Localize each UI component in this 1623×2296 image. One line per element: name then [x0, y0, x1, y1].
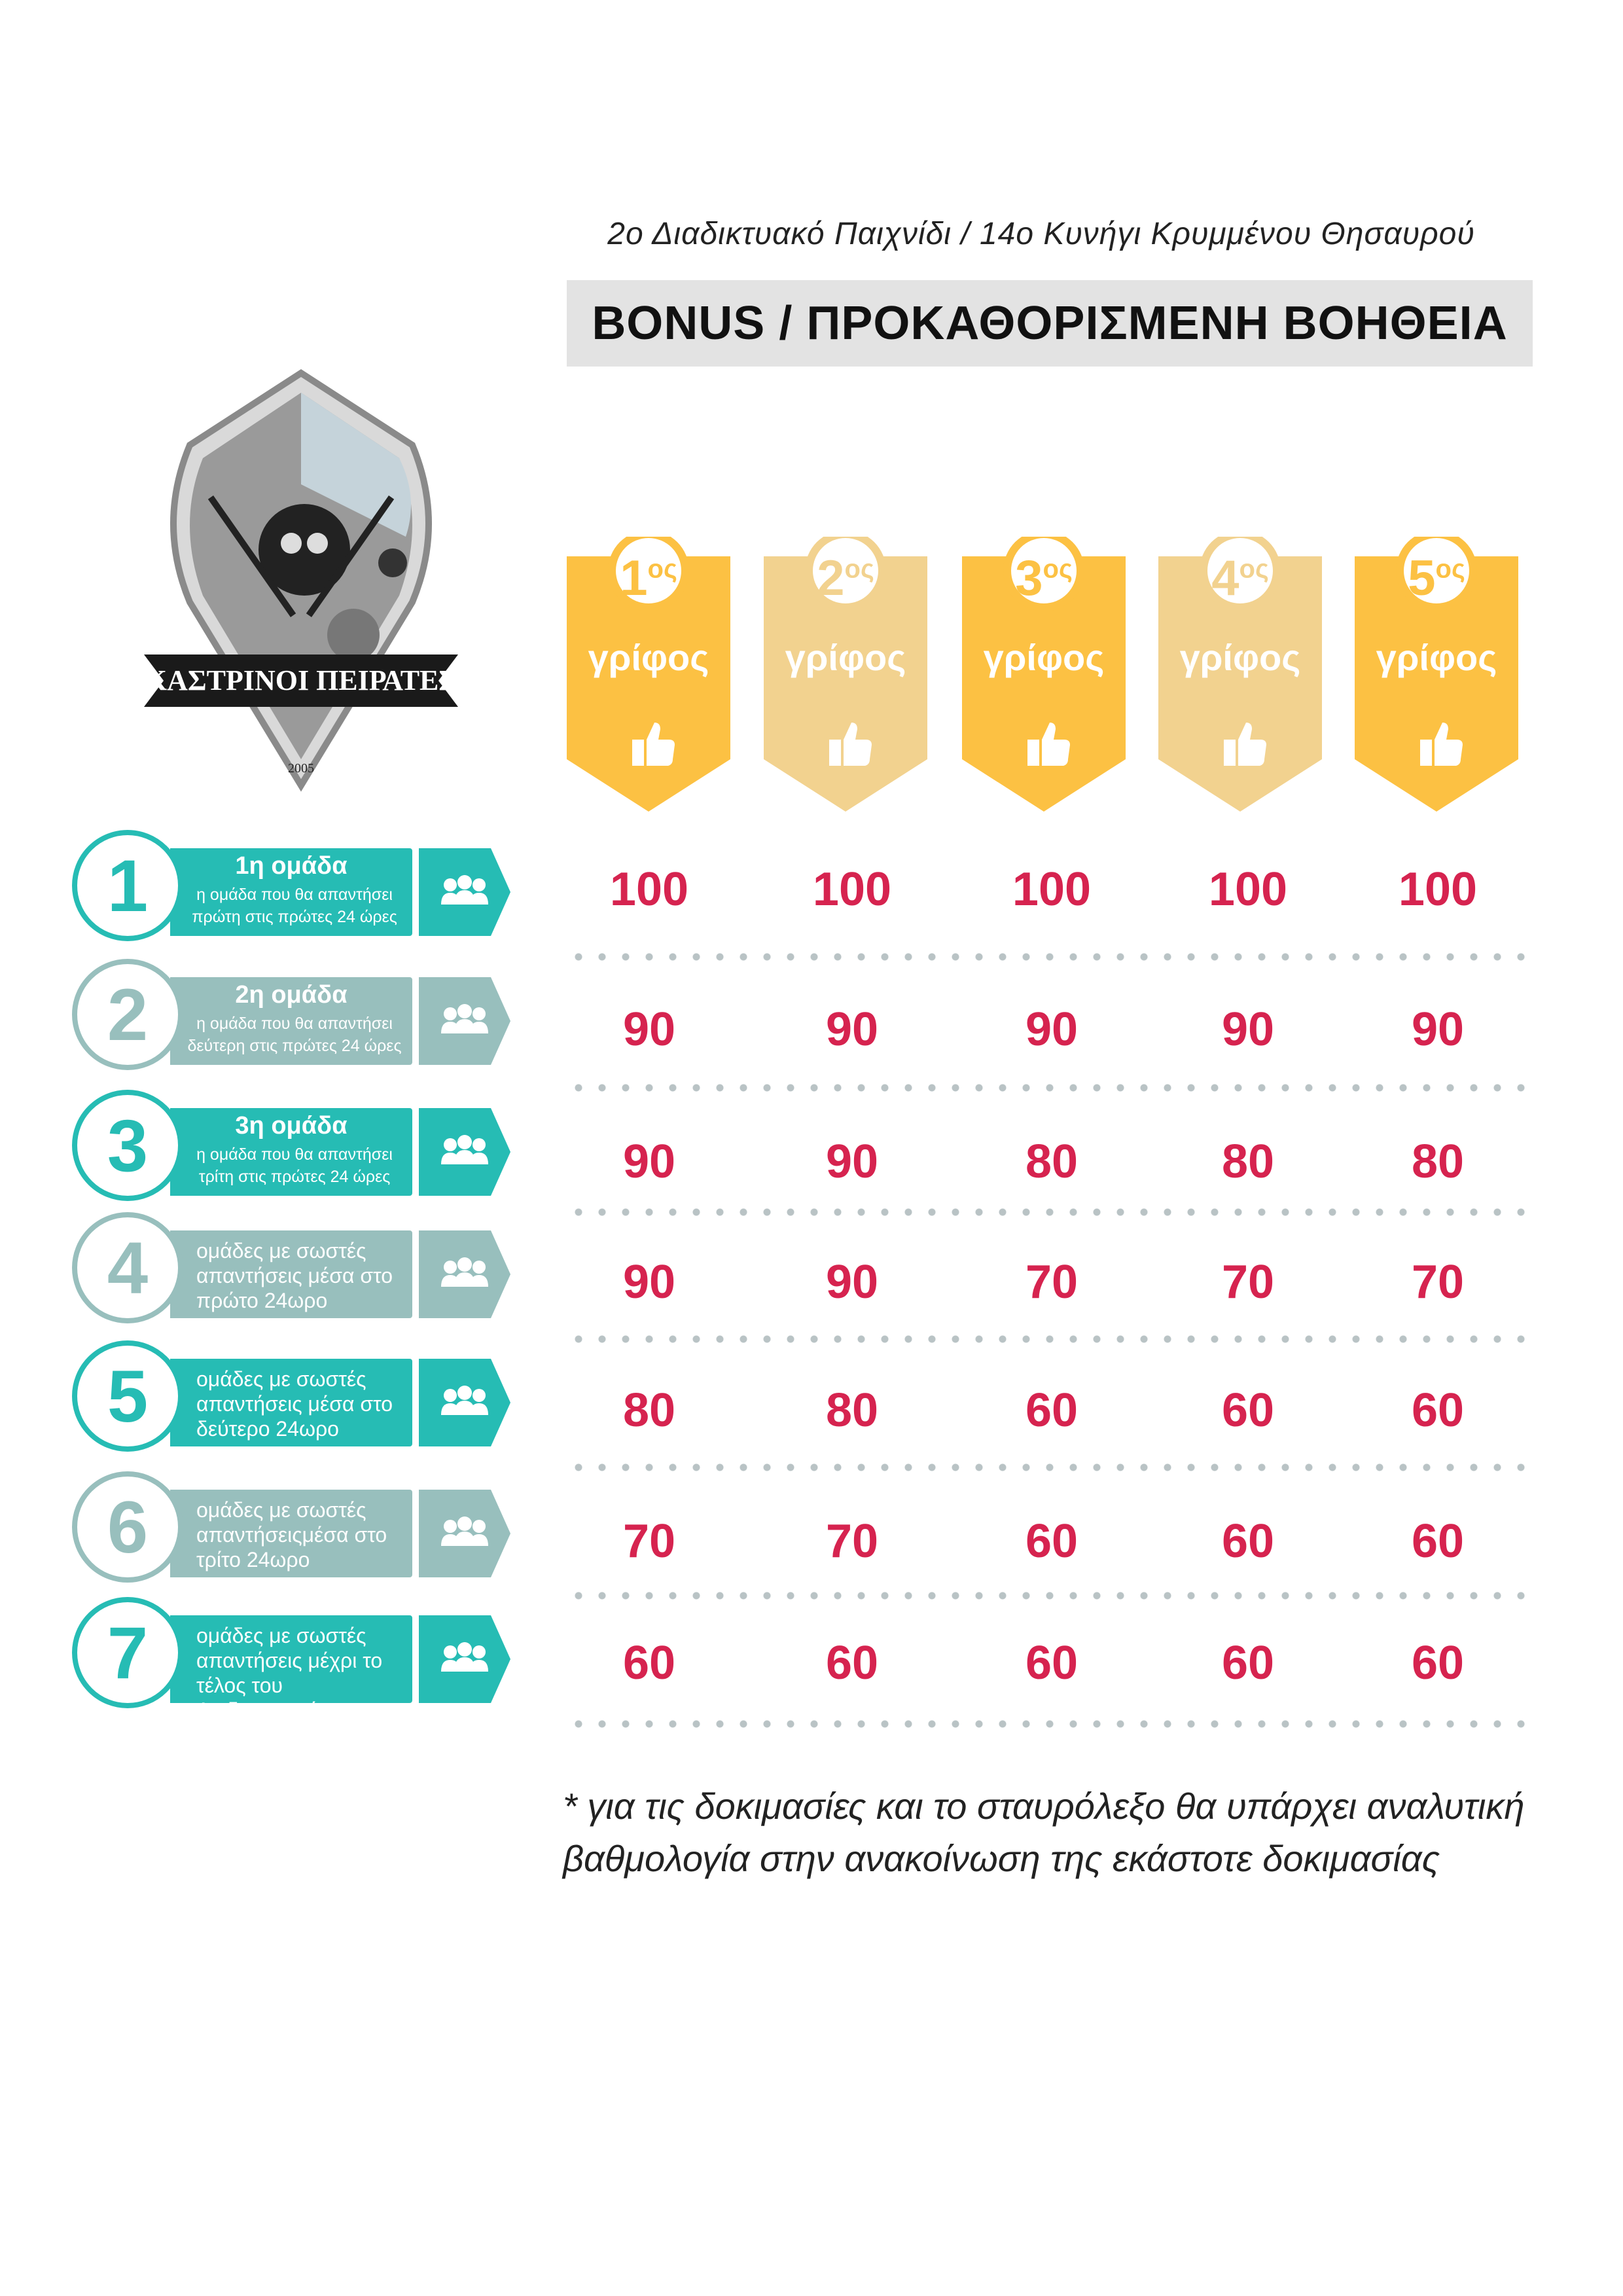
- row-text-1: ομάδες με σωστές: [196, 1624, 366, 1647]
- score-value: 90: [622, 1136, 676, 1188]
- score-value: 60: [1411, 1637, 1465, 1689]
- row-text-2: απαντήσεις μέσα στο: [196, 1392, 393, 1416]
- clue-number: 4: [1211, 550, 1240, 606]
- row-arrow: [419, 848, 510, 936]
- row-number: 4: [72, 1212, 183, 1323]
- score-value: 70: [1221, 1256, 1275, 1308]
- dotted-divider: [567, 1335, 1535, 1343]
- title-bar: [567, 280, 1533, 367]
- score-value: 90: [622, 1003, 676, 1056]
- team-row-4: [72, 1212, 517, 1336]
- page-title: BONUS / ΠΡΟΚΑΘΟΡΙΣΜΕΝΗ ΒΟΗΘΕΙΑ: [592, 297, 1508, 350]
- team-row-7: [72, 1597, 517, 1721]
- row-band: [170, 977, 412, 1065]
- subtitle: 2ο Διαδικτυακό Παιχνίδι / 14ο Κυνήγι Κρυμμένου Θησαυρού: [607, 217, 1475, 251]
- row-text-3: δεύτερο 24ωρο: [196, 1417, 339, 1441]
- score-value: 80: [1411, 1136, 1465, 1188]
- dotted-divider: [567, 953, 1535, 961]
- clue-header-4: [1158, 537, 1322, 818]
- clue-suffix: ος: [1239, 554, 1269, 584]
- clue-label: γρίφος: [1179, 637, 1301, 678]
- score-value: 100: [1012, 863, 1092, 916]
- clue-header-5: [1355, 537, 1518, 818]
- score-value: 70: [825, 1515, 879, 1568]
- team-row-5: [72, 1340, 517, 1465]
- clue-number: 3: [1015, 550, 1043, 606]
- dotted-divider: [567, 1084, 1535, 1092]
- score-value: 60: [1411, 1515, 1465, 1568]
- score-value: 80: [825, 1384, 879, 1437]
- clue-label: γρίφος: [1376, 637, 1497, 678]
- pirates-logo: [137, 353, 465, 812]
- row-text-3: τέλος του Διαδικτυακού: [196, 1674, 319, 1722]
- row-text-2: τρίτη στις πρώτες 24 ώρες: [198, 1168, 391, 1186]
- logo-banner-text: ΚΑΣΤΡΙΝΟΙ ΠΕΙΡΑΤΕΣ: [144, 664, 458, 696]
- row-band: [170, 1359, 412, 1446]
- clue-suffix: ος: [1043, 554, 1073, 584]
- clue-suffix: ος: [844, 554, 874, 584]
- clue-label: γρίφος: [588, 637, 709, 678]
- footnote: * για τις δοκιμασίες και το σταυρόλεξο θα υπάρχει αναλυτική βαθμολογία στην ανακοίνωση της εκάστοτε δοκιμασίας: [563, 1785, 1525, 1879]
- score-value: 70: [622, 1515, 676, 1568]
- score-value: 90: [825, 1003, 879, 1056]
- score-value: 60: [1025, 1384, 1079, 1437]
- row-text-3: πρώτο 24ωρο: [196, 1289, 328, 1312]
- row-text-2: απαντήσεις μέχρι το: [196, 1649, 383, 1672]
- team-row-3: [72, 1090, 517, 1214]
- score-value: 90: [825, 1136, 879, 1188]
- clue-label: γρίφος: [983, 637, 1105, 678]
- score-value: 60: [1025, 1515, 1079, 1568]
- row-arrow: [419, 1359, 510, 1446]
- row-arrow: [419, 977, 510, 1065]
- row-number: 7: [72, 1597, 183, 1708]
- row-band: [170, 1108, 412, 1196]
- row-band: [170, 1490, 412, 1577]
- row-band: [170, 848, 412, 936]
- score-value: 60: [1221, 1637, 1275, 1689]
- row-number: 1: [72, 830, 183, 941]
- row-arrow: [419, 1615, 510, 1703]
- score-value: 100: [812, 863, 892, 916]
- row-text-1: ομάδες με σωστές: [196, 1367, 366, 1391]
- row-arrow: [419, 1490, 510, 1577]
- row-band: [170, 1230, 412, 1318]
- score-value: 60: [1411, 1384, 1465, 1437]
- row-arrow: [419, 1108, 510, 1196]
- dotted-divider: [567, 1463, 1535, 1471]
- clue-number: 2: [817, 550, 845, 606]
- row-text-1: ομάδες με σωστές: [196, 1239, 366, 1263]
- row-text-2: απαντήσεις μέσα στο: [196, 1264, 393, 1287]
- score-value: 60: [622, 1637, 676, 1689]
- score-value: 70: [1025, 1256, 1079, 1308]
- dotted-divider: [567, 1208, 1535, 1216]
- team-row-1: [72, 830, 517, 954]
- dotted-divider: [567, 1592, 1535, 1600]
- score-value: 90: [622, 1256, 676, 1308]
- row-text-3: τρίτο 24ωρο: [196, 1548, 310, 1571]
- clue-header-1: [567, 537, 730, 818]
- row-number: 3: [72, 1090, 183, 1201]
- row-text-1: η ομάδα που θα απαντήσει: [196, 886, 393, 904]
- row-text-1: ομάδες με σωστές: [196, 1498, 366, 1522]
- dotted-divider: [567, 1720, 1535, 1728]
- row-text-2: απαντήσειςμέσα στο: [196, 1523, 387, 1547]
- row-text-1: η ομάδα που θα απαντήσει: [196, 1145, 393, 1164]
- score-value: 90: [1221, 1003, 1275, 1056]
- score-value: 60: [1221, 1515, 1275, 1568]
- row-arrow: [419, 1230, 510, 1318]
- row-title: 1η ομάδα: [235, 852, 348, 880]
- score-value: 90: [825, 1256, 879, 1308]
- row-number: 2: [72, 959, 183, 1070]
- team-row-6: [72, 1471, 517, 1596]
- score-value: 80: [622, 1384, 676, 1437]
- row-text-1: η ομάδα που θα απαντήσει: [196, 1014, 393, 1033]
- score-value: 70: [1411, 1256, 1465, 1308]
- row-number: 5: [72, 1340, 183, 1452]
- row-title: 3η ομάδα: [235, 1112, 348, 1139]
- score-value: 80: [1025, 1136, 1079, 1188]
- row-band: [170, 1615, 412, 1722]
- clue-number: 5: [1408, 550, 1436, 606]
- score-value: 60: [1025, 1637, 1079, 1689]
- score-value: 90: [1025, 1003, 1079, 1056]
- row-title: 2η ομάδα: [235, 981, 348, 1009]
- row-text-2: πρώτη στις πρώτες 24 ώρες: [192, 908, 397, 926]
- team-row-2: [72, 959, 517, 1083]
- row-text-2: δεύτερη στις πρώτες 24 ώρες: [187, 1037, 402, 1055]
- clue-number: 1: [620, 550, 648, 606]
- clue-label: γρίφος: [785, 637, 906, 678]
- score-value: 60: [825, 1637, 879, 1689]
- score-value: 100: [1208, 863, 1288, 916]
- score-value: 90: [1411, 1003, 1465, 1056]
- clue-suffix: ος: [647, 554, 677, 584]
- logo-year: 2005: [288, 761, 314, 776]
- clue-suffix: ος: [1435, 554, 1465, 584]
- score-value: 80: [1221, 1136, 1275, 1188]
- row-number: 6: [72, 1471, 183, 1583]
- clue-header-2: [764, 537, 927, 818]
- clue-header-3: [962, 537, 1126, 818]
- score-value: 60: [1221, 1384, 1275, 1437]
- score-value: 100: [609, 863, 689, 916]
- score-value: 100: [1398, 863, 1478, 916]
